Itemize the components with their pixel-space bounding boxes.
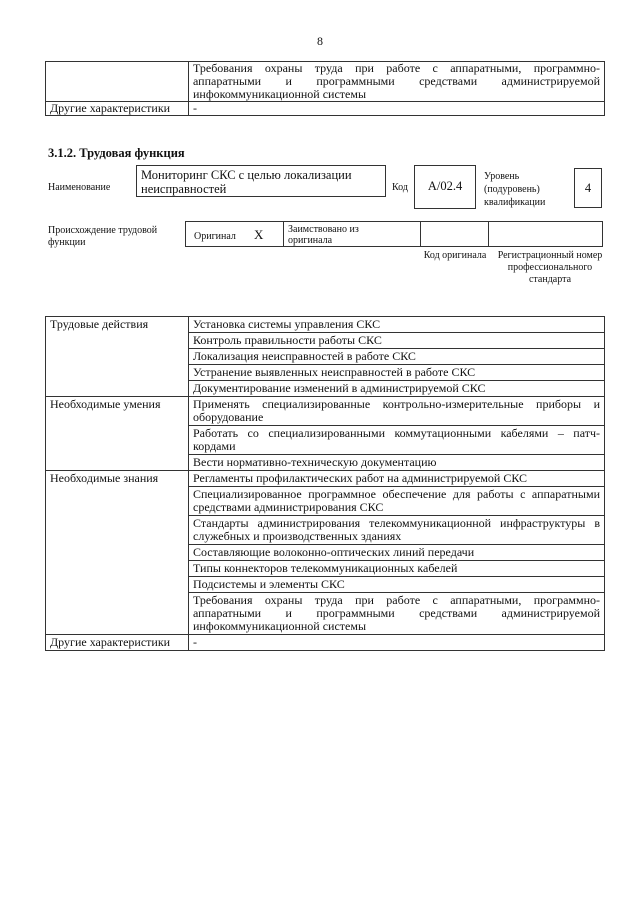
level-value: 4 (574, 168, 602, 208)
group-item: Регламенты профилактических работ на администрируемой СКС (189, 471, 605, 487)
name-label: Наименование (48, 182, 111, 193)
code-label: Код (392, 182, 408, 193)
table-row (46, 397, 605, 426)
group-label: Необходимые умения (46, 397, 189, 471)
row-text: Требования охраны труда при работе с аппаратными, программно-аппаратными и программными средствами администрируемой инфокоммуникационной системы (189, 62, 605, 102)
group-label: Необходимые знания (46, 471, 189, 635)
group-item: Применять специализированные контрольно-измерительные приборы и оборудование (189, 397, 605, 426)
group-item: Составляющие волоконно-оптических линий передачи (189, 545, 605, 561)
group-item: Документирование изменений в администрируемой СКС (189, 381, 605, 397)
group-item: Локализация неисправностей в работе СКС (189, 349, 605, 365)
group-item: Установка системы управления СКС (189, 317, 605, 333)
table-row (46, 62, 605, 102)
group-item: Специализированное программное обеспечение для работы с аппаратными средствами администрирования СКС (189, 487, 605, 516)
main-table (45, 316, 605, 651)
name-value: Мониторинг СКС с целью локализации неисправностей (136, 165, 386, 197)
group-item: - (189, 635, 605, 651)
group-label: Другие характеристики (46, 635, 189, 651)
level-label: Уровень (подуровень) квалификации (484, 171, 546, 208)
table-row (46, 635, 605, 651)
group-label: Трудовые действия (46, 317, 189, 397)
row-label: Другие характеристики (46, 102, 189, 116)
origin-label: Происхождение трудовой функции (48, 225, 158, 248)
page-number: 8 (317, 34, 323, 48)
group-item: Устранение выявленных неисправностей в работе СКС (189, 365, 605, 381)
borrowed-label: Заимствовано из оригинала (288, 224, 359, 246)
row-text: - (189, 102, 605, 116)
divider (283, 221, 284, 247)
divider (420, 221, 421, 247)
table-row (46, 471, 605, 487)
group-item: Вести нормативно-техническую документацию (189, 455, 605, 471)
divider (488, 221, 489, 247)
original-label: Оригинал (194, 231, 236, 242)
code-value: A/02.4 (414, 165, 476, 209)
table-row (46, 102, 605, 116)
code-original-caption: Код оригинала (423, 250, 487, 261)
group-item: Требования охраны труда при работе с аппаратными, программно-аппаратными и программными средствами администрируемой инфокоммуникационной системы (189, 593, 605, 635)
group-item: Работать со специализированными коммутационными кабелями – патч-кордами (189, 426, 605, 455)
original-mark: X (254, 227, 264, 242)
group-item: Типы коннекторов телекоммуникационных кабелей (189, 561, 605, 577)
table-row (46, 317, 605, 333)
reg-number-caption: Регистрационный номер профессионального стандарта (497, 250, 603, 285)
top-table (45, 61, 605, 116)
section-title: 3.1.2. Трудовая функция (48, 146, 185, 160)
group-item: Стандарты администрирования телекоммуникационной инфраструктуры в служебных и производственных зданиях (189, 516, 605, 545)
row-label (46, 62, 189, 102)
origin-box (185, 221, 603, 247)
group-item: Подсистемы и элементы СКС (189, 577, 605, 593)
group-item: Контроль правильности работы СКС (189, 333, 605, 349)
